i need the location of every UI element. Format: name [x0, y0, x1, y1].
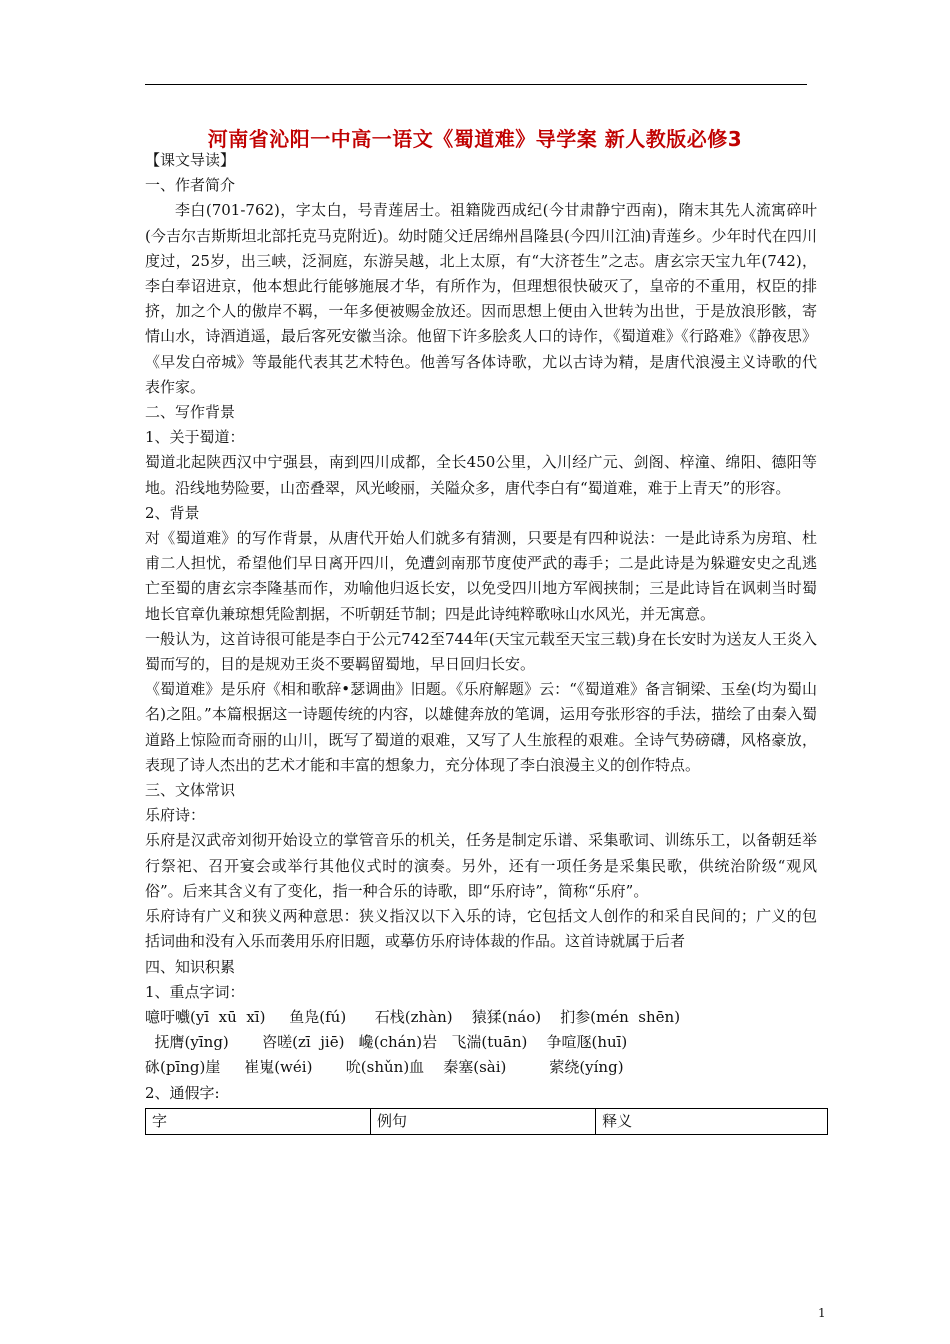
- heading-background: 二、写作背景: [145, 403, 236, 422]
- heading-knowledge: 四、知识积累: [145, 957, 236, 976]
- document-title: 河南省沁阳一中高一语文《蜀道难》导学案 新人教版必修3: [207, 127, 743, 151]
- document-body: [145, 148, 817, 1135]
- table-header-char: 字: [146, 1108, 371, 1134]
- yuefu-paragraph-2: 乐府诗有广义和狭义两种意思：狭义指汉以下入乐的诗，它包括文人创作的和采自民间的；广义的包括词曲和没有入乐而袭用乐府旧题，或摹仿乐府诗体裁的作品。这首诗就属于后者: [145, 907, 817, 951]
- background-paragraph-3: 《蜀道难》是乐府《相和歌辞•瑟调曲》旧题。《乐府解题》云：“《蜀道难》备言铜梁、玉垒(均为蜀山名)之阻。”本篇根据这一诗题传统的内容，以雄健奔放的笔调，运用夸张形容的手法，描绘了由秦入蜀道路上惊险而奇丽的山川，既写了蜀道的艰难，又写了人生旅程的艰难。全诗气势磅礴，风格豪放，表现了诗人杰出的艺术才能和丰富的想象力，充分体现了李白浪漫主义的创作特点。: [145, 680, 817, 774]
- heading-author: 一、作者简介: [145, 176, 236, 195]
- yuefu-paragraph-1: 乐府是汉武帝刘彻开始设立的掌管音乐的机关，任务是制定乐谱、采集歌词、训练乐工，以备朝廷举行祭祀、召开宴会或举行其他仪式时的演奏。另外，还有一项任务是采集民歌，供统治阶级“观风俗”。后来其含义有了变化，指一种合乐的诗歌，即“乐府诗”，简称“乐府”。: [145, 831, 817, 900]
- header-rule: [145, 84, 807, 85]
- key-words-line-3: 砯(pīng)崖 崔嵬(wéi) 吮(shǔn)血 秦塞(sài) 萦绕(yíng): [145, 1058, 624, 1077]
- page-number: 1: [818, 1306, 826, 1320]
- tongjia-table: [145, 1108, 828, 1135]
- background-paragraph-2: 一般认为，这首诗很可能是李白于公元742至744年(天宝元载至天宝三载)身在长安时为送友人王炎入蜀而写的，目的是规劝王炎不要羁留蜀地，早日回归长安。: [145, 629, 817, 674]
- subheading-yuefu: 乐府诗：: [145, 806, 206, 825]
- subheading-shudao: 1、关于蜀道：: [145, 428, 245, 447]
- subheading-key-words: 1、重点字词：: [145, 982, 245, 1001]
- shudao-paragraph: 蜀道北起陕西汉中宁强县，南到四川成都，全长450公里，入川经广元、剑阁、梓潼、绵阳、德阳等地。沿线地势险要，山峦叠翠，风光峻丽，关隘众多，唐代李白有“蜀道难，难于上青天”的形容。: [145, 453, 817, 497]
- table-header-meaning: 释义: [596, 1108, 828, 1134]
- key-words-line-1: 噫吁嚱(yī xū xī) 鱼凫(fú) 石栈(zhàn) 猿猱(náo) 扪参(mén shēn): [145, 1007, 681, 1026]
- table-header-row: [146, 1108, 828, 1134]
- background-paragraph-1: 对《蜀道难》的写作背景，从唐代开始人们就多有猜测，只要是有四种说法：一是此诗系为房琯、杜甫二人担忧，希望他们早日离开四川，免遭剑南那节度使严武的毒手；二是此诗是为躲避安史之乱逃亡至蜀的唐玄宗李隆基而作，劝喻他归返长安，以免受四川地方军阀挟制；三是此诗旨在讽刺当时蜀地长官章仇兼琼想凭险割据，不听朝廷节制；四是此诗纯粹歌咏山水风光，并无寓意。: [145, 529, 817, 623]
- table-header-example: 例句: [371, 1108, 596, 1134]
- section-label: 【课文导读】: [145, 151, 236, 169]
- author-paragraph: 李白(701-762)，字太白，号青莲居士。祖籍陇西成纪(今甘肃静宁西南)，隋末其先人流寓碎叶(今吉尔吉斯斯坦北部托克马克附近)。幼时随父迁居绵州昌隆县(今四川江油)青莲乡。少年时代在四川度过，25岁，出三峡，泛洞庭，东游吴越，北上太原，有“大济苍生”之志。唐玄宗天宝九年(742)，李白奉诏进京，他本想此行能够施展才华，有所作为，但理想很快破灭了，皇帝的不重用，权臣的排挤，加之个人的傲岸不羁，一年多便被赐金放还。因而思想上便由入世转为出世，于是放浪形骸，寄情山水，诗酒逍遥，最后客死安徽当涂。他留下许多脍炙人口的诗作，《蜀道难》《行路难》《静夜思》《早发白帝城》等最能代表其艺术特色。他善写各体诗歌，尤以古诗为精，是唐代浪漫主义诗歌的代表作家。: [145, 201, 817, 396]
- subheading-tongjia: 2、通假字:: [145, 1083, 220, 1102]
- subheading-background: 2、背景: [145, 503, 200, 522]
- key-words-line-2: 抚膺(yīng) 咨嗟(zī jiē) 巉(chán)岩 飞湍(tuān) 争喧豗(huī): [145, 1033, 628, 1052]
- heading-genre: 三、文体常识: [145, 781, 236, 800]
